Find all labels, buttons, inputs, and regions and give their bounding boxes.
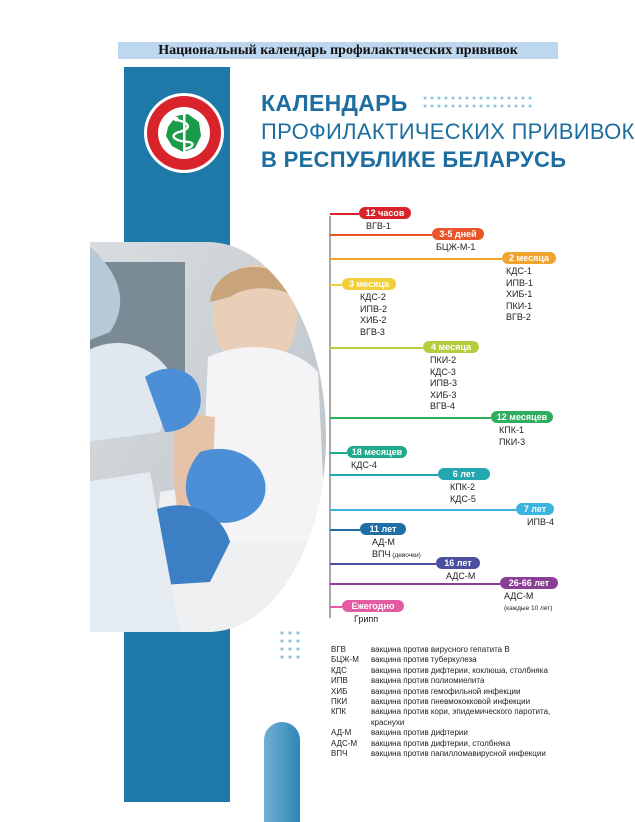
legend-abbreviation: ИПВ — [331, 676, 348, 686]
legend-row — [331, 655, 563, 665]
vaccine-note: (девочки) — [390, 551, 421, 559]
legend-row — [331, 645, 563, 655]
vaccine-item: АДС-М — [504, 591, 534, 601]
legend-definition: вакцина против дифтерии — [371, 728, 468, 738]
timeline-connector — [330, 284, 342, 286]
vaccine-list — [366, 221, 391, 233]
vaccine-list — [430, 355, 457, 413]
vaccine-item: ВГВ-2 — [506, 312, 531, 323]
vaccine-item: ХИБ-2 — [360, 315, 387, 326]
vaccine-item: ПКИ-3 — [499, 436, 526, 447]
vaccine-item: КДС-3 — [430, 366, 456, 377]
vaccine-item: БЦЖ-М-1 — [436, 242, 476, 252]
legend-definition: вакцина против полиомиелита — [371, 676, 485, 686]
vaccine-list — [360, 292, 387, 338]
legend-row — [331, 697, 563, 707]
vaccine-note: (каждые 10 лет) — [504, 604, 553, 612]
age-badge: 2 месяца — [502, 252, 556, 264]
timeline-connector — [330, 452, 347, 454]
legend-row — [331, 707, 563, 728]
legend-abbreviation: ХИБ — [331, 686, 348, 696]
document-title: Национальный календарь профилактических прививок — [118, 42, 558, 59]
poster-title-line3: В РЕСПУБЛИКЕ БЕЛАРУСЬ — [261, 147, 567, 172]
age-badge: 11 лет — [360, 523, 406, 535]
vaccine-list — [351, 460, 377, 472]
vaccine-list — [504, 591, 552, 614]
vaccine-item: ВПЧ (девочки) — [372, 548, 421, 559]
age-badge: 3 месяца — [342, 278, 396, 290]
timeline-connector — [330, 234, 432, 236]
legend-row — [331, 728, 563, 738]
timeline-connector — [330, 606, 342, 608]
legend-abbreviation: БЦЖ-М — [331, 655, 359, 665]
age-badge: 7 лет — [516, 503, 554, 515]
vaccine-list — [372, 537, 421, 561]
legend-definition: вакцина против дифтерии, коклюша, столбняка — [371, 665, 548, 675]
vaccine-list — [446, 571, 475, 583]
vaccine-list — [527, 517, 554, 529]
child-receiving-vaccination-photo — [90, 242, 326, 632]
timeline-connector — [330, 529, 360, 531]
vaccine-list — [506, 266, 533, 324]
vaccine-item: Грипп — [354, 614, 379, 624]
vaccine-list — [436, 242, 475, 254]
legend-definition: вакцина против пневмококковой инфекции — [371, 697, 531, 707]
decorative-dots-icon — [422, 94, 542, 114]
vaccine-item: КДС-2 — [360, 292, 386, 302]
timeline-connector — [330, 563, 436, 565]
vaccine-list — [354, 614, 378, 626]
age-badge: 26-66 лет — [500, 577, 558, 589]
legend-row — [331, 666, 563, 676]
legend-definition: вакцина против вирусного гепатита В — [371, 645, 510, 654]
age-badge: 12 часов — [359, 207, 411, 219]
decorative-tube — [264, 722, 300, 822]
vaccine-item: ИПВ-2 — [360, 303, 387, 314]
vaccination-poster — [96, 67, 635, 802]
timeline-connector — [330, 474, 438, 476]
vaccine-item: АД-М — [372, 537, 395, 547]
vaccine-list — [499, 425, 525, 448]
vaccine-item: ПКИ-1 — [506, 300, 533, 311]
vaccine-item: АДС-М — [446, 571, 476, 581]
age-badge: 16 лет — [436, 557, 480, 569]
legend-row — [331, 749, 563, 759]
legend-abbreviation: КПК — [331, 707, 347, 717]
vaccine-item: КДС-4 — [351, 460, 377, 470]
legend-abbreviation: ВГВ — [331, 645, 347, 654]
age-badge: 6 лет — [438, 468, 490, 480]
vaccine-item: ХИБ-3 — [430, 389, 457, 400]
legend-definition: вакцина против гемофильной инфекции — [371, 686, 521, 696]
legend-abbreviation: АД-М — [331, 728, 352, 738]
vaccine-item: ВГВ-4 — [430, 401, 455, 412]
timeline-connector — [330, 417, 491, 419]
vaccine-item: ИПВ-1 — [506, 277, 533, 288]
vaccine-item: ХИБ-1 — [506, 289, 533, 300]
vaccine-item: КПК-1 — [499, 425, 524, 435]
legend-definition: вакцина против дифтерии, столбняка — [371, 738, 511, 748]
legend-definition: вакцина против папилломавирусной инфекции — [371, 749, 546, 759]
poster-title-line1: КАЛЕНДАРЬ — [261, 90, 408, 116]
legend-abbreviation: ВПЧ — [331, 749, 348, 759]
timeline-connector — [330, 509, 516, 511]
timeline-connector — [330, 347, 423, 349]
age-badge: 12 месяцев — [491, 411, 553, 423]
legend-abbreviation: КДС — [331, 665, 347, 675]
vaccine-item: КПК-2 — [450, 482, 475, 492]
vaccine-item: ПКИ-2 — [430, 355, 457, 365]
vaccine-item: КДС-1 — [506, 266, 532, 276]
legend-row — [331, 687, 563, 697]
timeline-connector — [330, 258, 502, 260]
legend-abbreviation: АДС-М — [331, 738, 358, 748]
vaccine-item: ИПВ-4 — [527, 517, 554, 527]
vaccine-item: ВГВ-3 — [360, 326, 385, 337]
ministry-of-health-emblem-icon — [143, 92, 225, 174]
abbreviation-legend — [331, 645, 563, 759]
vaccine-item: ИПВ-3 — [430, 378, 457, 389]
timeline-connector — [330, 583, 500, 585]
legend-row — [331, 739, 563, 749]
vaccine-item: ВГВ-1 — [366, 221, 391, 231]
age-badge: Ежегодно — [342, 600, 404, 612]
age-badge: 3-5 дней — [432, 228, 484, 240]
vaccine-list — [450, 482, 476, 505]
legend-row — [331, 676, 563, 686]
age-badge: 4 месяца — [423, 341, 479, 353]
age-badge: 18 месяцев — [347, 446, 407, 458]
vaccine-item: КДС-5 — [450, 493, 476, 504]
legend-definition: вакцина против кори, эпидемического паротита, краснухи — [371, 707, 551, 727]
poster-title-line2: ПРОФИЛАКТИЧЕСКИХ ПРИВИВОК — [261, 119, 635, 144]
legend-definition: вакцина против туберкулеза — [371, 655, 477, 665]
timeline-connector — [330, 213, 359, 215]
decorative-dots-icon — [279, 629, 303, 669]
legend-abbreviation: ПКИ — [331, 697, 348, 707]
